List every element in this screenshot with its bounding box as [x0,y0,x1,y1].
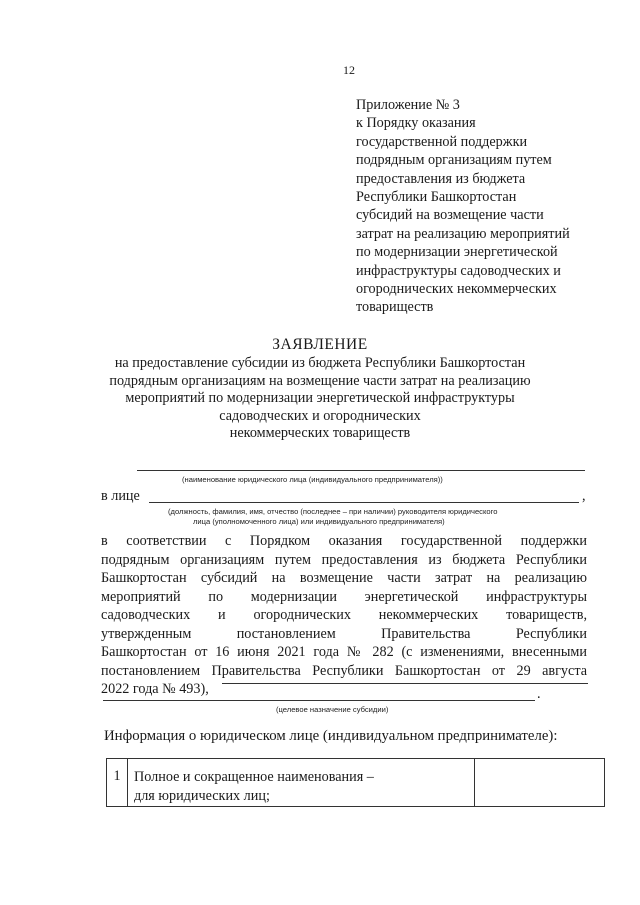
body-line: Башкортостан от 16 июня 2021 года № 282 (с изменениями, внесенными [101,644,587,660]
appendix-line: предоставления из бюджета [356,170,526,187]
appendix-line: государственной поддержки [356,133,528,150]
appendix-line: субсидий на возмещение части [356,207,544,224]
body-line: утвержденным постановлением Правительства Республики [101,625,587,642]
purpose-caption: (целевое назначение субсидии) [276,705,389,714]
table-row [107,759,605,807]
legal-entity-caption: (наименование юридического лица (индивидуального предпринимателя)) [182,475,443,484]
appendix-line: к Порядку оказания [356,115,476,132]
body-line: постановлением Правительства Республики Башкортостан от 29 августа [101,662,587,679]
body-line: подрядным организациям путем предоставления из бюджета Республики [101,551,587,568]
in-person-label: в лице [101,488,140,504]
title-line: мероприятий по модернизации энергетической инфраструктуры [125,390,515,407]
row-label-line: для юридических лиц; [134,788,270,804]
body-line: Башкортостан субсидий на возмещение части затрат на реализацию [101,570,587,586]
info-heading: Информация о юридическом лице (индивидуальном предпринимателе): [104,728,558,744]
body-line: садоводческих и огороднических некоммерческих товариществ, [101,607,587,623]
representative-caption: (должность, фамилия, имя, отчество (последнее – при наличии) руководителя юридического [168,507,498,516]
purpose-field-inline[interactable] [222,683,588,684]
body-line: в соответствии с Порядком оказания государственной поддержки [101,533,587,549]
appendix-line: подрядным организациям путем [356,152,552,169]
legal-entity-name-field[interactable] [137,470,585,471]
appendix-line: товариществ [356,299,434,316]
body-paragraph [101,532,587,699]
appendix-line: огороднических некоммерческих [356,281,557,298]
title-line: подрядным организациям на возмещение части затрат на реализацию [109,372,531,389]
body-line: мероприятий по модернизации энергетической инфраструктуры [101,588,587,605]
field-period: . [537,686,541,702]
document-title [40,335,600,443]
row-label [128,759,475,807]
appendix-line: по модернизации энергетической [356,244,558,261]
row-value-cell[interactable] [475,759,605,807]
representative-field[interactable] [149,502,579,503]
body-last-line: 2022 года № 493), [101,681,209,697]
representative-caption: лица (уполномоченного лица) или индивидуального предпринимателя) [193,517,445,526]
page-number: 12 [343,63,355,77]
appendix-line: Республики Башкортостан [356,189,517,206]
info-table [106,758,605,807]
row-label-line: Полное и сокращенное наименования – [134,769,374,785]
title-line: на предоставление субсидии из бюджета Республики Башкортостан [114,355,526,371]
appendix-header [356,96,618,317]
appendix-line: инфраструктуры садоводческих и [356,262,561,279]
appendix-line: затрат на реализацию мероприятий [356,225,570,242]
purpose-field[interactable] [103,700,535,701]
appendix-line: Приложение № 3 [356,97,460,113]
field-comma: , [582,488,586,504]
title-line: садоводческих и огороднических [219,407,421,424]
title-heading: ЗАЯВЛЕНИЕ [272,336,368,353]
row-number: 1 [107,759,128,807]
title-line: некоммерческих товариществ [229,425,411,442]
